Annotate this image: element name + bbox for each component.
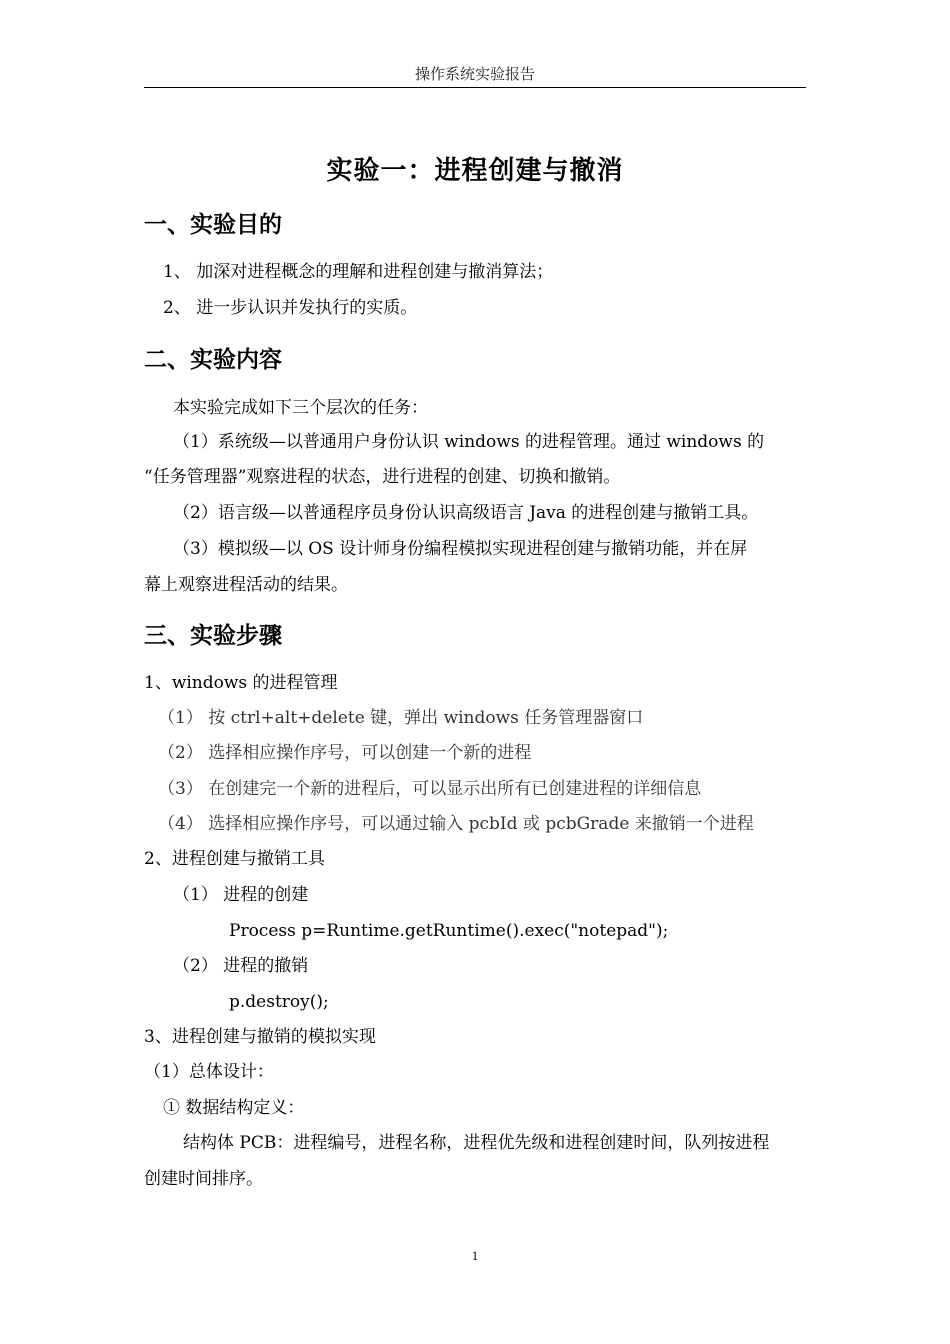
content-intro: 本实验完成如下三个层次的任务： — [173, 398, 428, 418]
step-1-item-4: （4） 选择相应操作序号，可以通过输入 pcbId 或 pcbGrade 来撤销一个进程 — [158, 814, 754, 834]
code-destroy-process: p.destroy(); — [229, 992, 329, 1012]
content-paragraph-3-line-2: 幕上观察进程活动的结果。 — [144, 575, 348, 595]
step-3-data-structure: ① 数据结构定义： — [163, 1098, 305, 1118]
code-create-process: Process p=Runtime.getRuntime().exec("notepad"); — [229, 921, 669, 941]
step-2-item-1: （1） 进程的创建 — [173, 885, 309, 905]
purpose-item-2: 2、 进一步认识并发执行的实质。 — [163, 298, 418, 318]
section-heading-content: 二、实验内容 — [144, 347, 282, 373]
pcb-description-line-2: 创建时间排序。 — [144, 1169, 263, 1189]
content-paragraph-1-line-2: “任务管理器”观察进程的状态，进行进程的创建、切换和撤销。 — [144, 467, 621, 487]
purpose-item-1: 1、 加深对进程概念的理解和进程创建与撤消算法； — [163, 262, 554, 282]
step-3-overall-design: （1）总体设计： — [144, 1062, 274, 1082]
section-heading-purpose: 一、实验目的 — [144, 212, 282, 238]
step-heading-3: 3、进程创建与撤销的模拟实现 — [144, 1027, 376, 1047]
content-paragraph-1-line-1: （1）系统级—以普通用户身份认识 windows 的进程管理。通过 windows 的 — [173, 432, 765, 452]
page-header: 操作系统实验报告 — [144, 64, 806, 88]
content-paragraph-3-line-1: （3）模拟级—以 OS 设计师身份编程模拟实现进程创建与撤销功能，并在屏 — [173, 539, 748, 559]
step-1-item-2: （2） 选择相应操作序号，可以创建一个新的进程 — [158, 743, 532, 763]
document-title: 实验一：进程创建与撤消 — [326, 156, 624, 186]
step-1-item-1: （1） 按 ctrl+alt+delete 键，弹出 windows 任务管理器窗口 — [158, 708, 644, 728]
page-number: 1 — [471, 1248, 479, 1263]
content-paragraph-2: （2）语言级—以普通程序员身份认识高级语言 Java 的进程创建与撤销工具。 — [173, 503, 759, 523]
section-heading-steps: 三、实验步骤 — [144, 623, 282, 649]
pcb-description-line-1: 结构体 PCB：进程编号，进程名称，进程优先级和进程创建时间，队列按进程 — [183, 1133, 770, 1153]
step-heading-1: 1、windows 的进程管理 — [144, 673, 338, 693]
step-1-item-3: （3） 在创建完一个新的进程后，可以显示出所有已创建进程的详细信息 — [158, 779, 702, 799]
step-2-item-2: （2） 进程的撤销 — [173, 956, 309, 976]
step-heading-2: 2、进程创建与撤销工具 — [144, 849, 325, 869]
